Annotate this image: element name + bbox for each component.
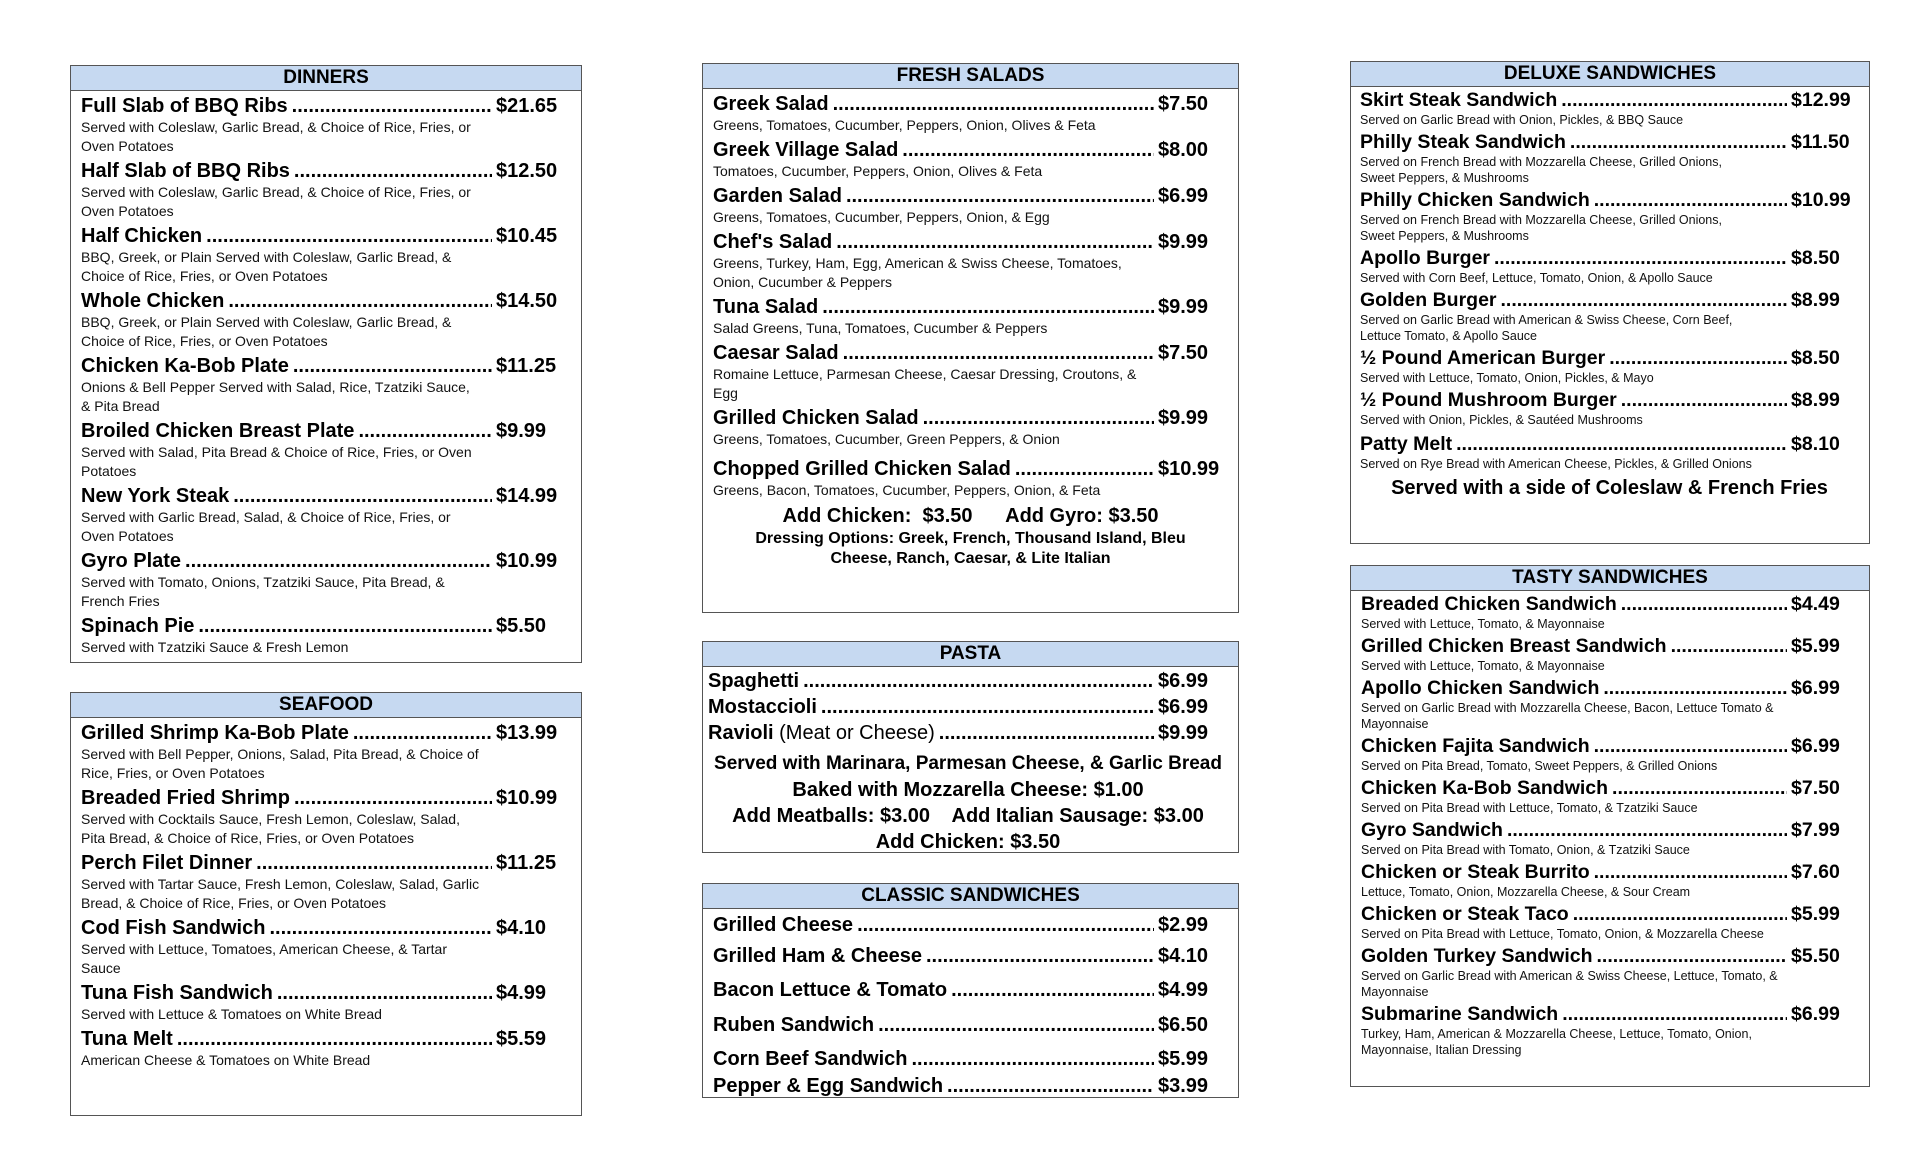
menu-item xyxy=(708,669,1228,693)
menu-item xyxy=(81,916,571,978)
item-desc: Greens, Turkey, Ham, Egg, American & Swiss Cheese, Tomatoes, Onion, Cucumber & Peppers xyxy=(713,255,1122,290)
item-name: Patty Melt xyxy=(1360,433,1453,455)
menu-item xyxy=(713,184,1228,227)
dinners-section xyxy=(70,65,582,663)
item-price: $5.99 xyxy=(1791,635,1840,657)
menu-item xyxy=(81,159,571,221)
item-price: $10.99 xyxy=(496,787,558,809)
item-name: Perch Filet Dinner xyxy=(81,852,253,874)
item-price: $9.99 xyxy=(496,420,547,442)
item-price: $4.10 xyxy=(496,917,547,939)
item-desc: Served on Garlic Bread with Onion, Pickles, & BBQ Sauce xyxy=(1360,113,1684,127)
item-price: $12.50 xyxy=(496,160,558,182)
item-desc: Served with Tzatziki Sauce & Fresh Lemon xyxy=(81,639,349,655)
item-price: $6.99 xyxy=(1791,735,1840,757)
item-desc: Served on Garlic Bread with American & Swiss Cheese, Corn Beef, Lettuce Tomato, & Apollo Sauce xyxy=(1360,313,1733,343)
tasty-header: TASTY SANDWICHES xyxy=(1351,566,1869,591)
pasta-note-served: Served with Marinara, Parmesan Cheese, & Garlic Bread xyxy=(714,753,1222,774)
item-name: Mostaccioli xyxy=(708,696,817,718)
item-name xyxy=(708,721,935,745)
item-name: Bacon Lettuce & Tomato xyxy=(713,979,948,1001)
item-desc: Served with Lettuce & Tomatoes on White Bread xyxy=(81,1006,382,1022)
item-name: Pepper & Egg Sandwich xyxy=(713,1075,944,1097)
item-price: $4.99 xyxy=(496,982,547,1004)
item-name: Grilled Chicken Salad xyxy=(713,407,919,429)
item-price: $11.50 xyxy=(1791,131,1850,153)
item-desc: Served with Lettuce, Tomato, Onion, Pickles, & Mayo xyxy=(1360,371,1654,385)
item-name: Greek Salad xyxy=(713,93,829,115)
item-name: Chopped Grilled Chicken Salad xyxy=(713,458,1011,480)
deluxe-section xyxy=(1350,61,1870,544)
item-name: New York Steak xyxy=(81,485,230,507)
menu-item xyxy=(1360,346,1859,386)
item-desc: Onions & Bell Pepper Served with Salad, Rice, Tzatziki Sauce, & Pita Bread xyxy=(81,379,470,414)
item-price: $14.50 xyxy=(496,290,558,312)
item-name: Golden Burger xyxy=(1360,289,1497,311)
seafood-header: SEAFOOD xyxy=(71,693,581,718)
item-name: Skirt Steak Sandwich xyxy=(1360,89,1558,111)
menu-item xyxy=(81,224,571,286)
item-name: Grilled Chicken Breast Sandwich xyxy=(1361,635,1667,657)
classic-section xyxy=(702,883,1239,1098)
item-name: Garden Salad xyxy=(713,185,842,207)
item-price: $3.99 xyxy=(1158,1075,1209,1097)
menu-item xyxy=(81,614,571,657)
item-desc: Served with Coleslaw, Garlic Bread, & Choice of Rice, Fries, or Oven Potatoes xyxy=(81,184,471,219)
menu-item xyxy=(1360,432,1859,472)
item-price: $10.99 xyxy=(1158,458,1220,480)
item-price: $14.99 xyxy=(496,485,558,507)
menu-item xyxy=(713,341,1228,403)
pasta-note-baked: Baked with Mozzarella Cheese: $1.00 xyxy=(792,779,1144,801)
item-desc: Greens, Bacon, Tomatoes, Cucumber, Peppers, Onion, & Feta xyxy=(713,482,1101,498)
item-name: Tuna Melt xyxy=(81,1028,173,1050)
tasty-list xyxy=(1351,591,1869,1058)
item-desc: Served with Garlic Bread, Salad, & Choice of Rice, Fries, or Oven Potatoes xyxy=(81,509,451,544)
menu-item xyxy=(1361,776,1859,816)
classic-header: CLASSIC SANDWICHES xyxy=(703,884,1238,909)
item-name-text: Ravioli xyxy=(708,722,780,744)
item-price: $9.99 xyxy=(1158,722,1209,744)
menu-item xyxy=(713,978,1228,1002)
salads-header: FRESH SALADS xyxy=(703,64,1238,89)
item-price: $12.99 xyxy=(1791,89,1851,111)
item-price: $13.99 xyxy=(496,722,558,744)
item-price: $10.99 xyxy=(1791,189,1851,211)
menu-item xyxy=(713,406,1228,449)
item-desc: Served on Rye Bread with American Cheese, Pickles, & Grilled Onions xyxy=(1360,457,1752,471)
menu-item xyxy=(81,786,571,848)
seafood-section xyxy=(70,692,582,1116)
menu-item xyxy=(708,721,1228,745)
item-price: $8.50 xyxy=(1791,247,1840,269)
item-price: $6.50 xyxy=(1158,1014,1209,1036)
item-desc: Greens, Tomatoes, Cucumber, Peppers, Onion, & Egg xyxy=(713,209,1050,225)
item-name: Full Slab of BBQ Ribs xyxy=(81,95,288,117)
item-name: Caesar Salad xyxy=(713,342,839,364)
menu-item xyxy=(713,92,1228,135)
menu-item xyxy=(713,138,1228,181)
item-price: $5.50 xyxy=(496,615,547,637)
item-name: Grilled Shrimp Ka-Bob Plate xyxy=(81,722,349,744)
item-desc: Salad Greens, Tuna, Tomatoes, Cucumber & Peppers xyxy=(713,320,1048,336)
menu-item xyxy=(1360,388,1859,428)
item-desc: Greens, Tomatoes, Cucumber, Peppers, Onion, Olives & Feta xyxy=(713,117,1096,133)
item-name: Golden Turkey Sandwich xyxy=(1361,945,1593,967)
item-name: Tuna Salad xyxy=(713,296,819,318)
item-name: Tuna Fish Sandwich xyxy=(81,982,273,1004)
item-desc: Served with Coleslaw, Garlic Bread, & Choice of Rice, Fries, or Oven Potatoes xyxy=(81,119,471,154)
tasty-section xyxy=(1350,565,1870,1087)
item-desc: Served with Salad, Pita Bread & Choice of Rice, Fries, or Oven Potatoes xyxy=(81,444,472,479)
item-name: ½ Pound American Burger xyxy=(1360,347,1606,369)
menu-item xyxy=(81,721,571,783)
item-desc: Served with Onion, Pickles, & Sautéed Mushrooms xyxy=(1360,413,1643,427)
item-desc: Served with Lettuce, Tomato, & Mayonnaise xyxy=(1361,617,1605,631)
item-price: $5.50 xyxy=(1791,945,1840,967)
item-name: Gyro Sandwich xyxy=(1361,819,1503,841)
menu-item xyxy=(713,944,1228,968)
item-price: $11.25 xyxy=(496,852,557,874)
menu-item xyxy=(1361,1002,1859,1058)
menu-item xyxy=(1360,130,1859,186)
item-price: $9.99 xyxy=(1158,231,1209,253)
item-desc: Lettuce, Tomato, Onion, Mozzarella Cheese, & Sour Cream xyxy=(1361,885,1691,899)
menu-item xyxy=(713,1013,1228,1037)
item-price: $4.49 xyxy=(1791,593,1840,615)
salad-add-ons: Add Chicken: $3.50 Add Gyro: $3.50 xyxy=(782,505,1159,527)
menu-item xyxy=(81,484,571,546)
menu-item xyxy=(81,1027,571,1070)
item-price: $7.50 xyxy=(1158,342,1209,364)
menu-item xyxy=(708,695,1228,719)
item-price: $9.99 xyxy=(1158,407,1209,429)
item-desc: Served on Pita Bread with Lettuce, Tomato, Onion, & Mozzarella Cheese xyxy=(1361,927,1764,941)
dinners-list xyxy=(71,91,581,657)
item-price: $11.25 xyxy=(496,355,557,377)
pasta-list xyxy=(703,667,1238,855)
item-price: $6.99 xyxy=(1158,670,1209,692)
item-name: Breaded Chicken Sandwich xyxy=(1361,593,1617,615)
menu-item xyxy=(1360,288,1859,344)
item-desc: Served on French Bread with Mozzarella Cheese, Grilled Onions, Sweet Peppers, & Mushrooms xyxy=(1360,155,1722,185)
item-price: $8.00 xyxy=(1158,139,1209,161)
item-name: Philly Steak Sandwich xyxy=(1360,131,1566,153)
menu-item xyxy=(1361,944,1859,1000)
item-name: Submarine Sandwich xyxy=(1361,1003,1559,1025)
item-price: $8.99 xyxy=(1791,389,1840,411)
item-desc: Served on Garlic Bread with Mozzarella Cheese, Bacon, Lettuce Tomato & Mayonnaise xyxy=(1361,701,1774,731)
item-desc: Served on French Bread with Mozzarella Cheese, Grilled Onions, Sweet Peppers, & Mushrooms xyxy=(1360,213,1722,243)
item-price: $8.50 xyxy=(1791,347,1840,369)
item-price: $9.99 xyxy=(1158,296,1209,318)
pasta-note-addons: Add Meatballs: $3.00 Add Italian Sausage: $3.00 xyxy=(732,805,1204,827)
menu-item xyxy=(1361,902,1859,942)
menu-item xyxy=(1361,676,1859,732)
menu-item xyxy=(81,851,571,913)
item-desc: Romaine Lettuce, Parmesan Cheese, Caesar Dressing, Croutons, & Egg xyxy=(713,366,1137,401)
item-desc: Served with Tomato, Onions, Tzatziki Sauce, Pita Bread, & French Fries xyxy=(81,574,445,609)
item-name: Whole Chicken xyxy=(81,290,225,312)
item-price: $5.99 xyxy=(1791,903,1840,925)
item-name: Apollo Burger xyxy=(1360,247,1490,269)
item-desc: Served with Lettuce, Tomato, & Mayonnaise xyxy=(1361,659,1605,673)
item-price: $7.50 xyxy=(1791,777,1840,799)
menu-item xyxy=(713,913,1228,937)
menu-item xyxy=(81,289,571,351)
menu-item xyxy=(1360,246,1859,286)
item-name: Breaded Fried Shrimp xyxy=(81,787,290,809)
item-name: Apollo Chicken Sandwich xyxy=(1361,677,1600,699)
salads-section xyxy=(702,63,1239,613)
item-desc: Served with Lettuce, Tomatoes, American Cheese, & Tartar Sauce xyxy=(81,941,448,976)
item-desc: Served with Tartar Sauce, Fresh Lemon, Coleslaw, Salad, Garlic Bread, & Choice of Rice, Fries, or Oven Potatoes xyxy=(81,876,480,911)
item-name: Gyro Plate xyxy=(81,550,182,572)
item-name: ½ Pound Mushroom Burger xyxy=(1360,389,1617,411)
menu-item xyxy=(713,230,1228,292)
item-desc: Served on Garlic Bread with American & Swiss Cheese, Lettuce, Tomato, & Mayonnaise xyxy=(1361,969,1778,999)
item-desc: Served on Pita Bread, Tomato, Sweet Peppers, & Grilled Onions xyxy=(1361,759,1718,773)
item-desc: Turkey, Ham, American & Mozzarella Cheese, Lettuce, Tomato, Onion, Mayonnaise, Italian Dressing xyxy=(1361,1027,1752,1057)
pasta-note-chicken: Add Chicken: $3.50 xyxy=(875,831,1061,853)
menu-item xyxy=(81,981,571,1024)
item-price: $8.10 xyxy=(1791,433,1840,455)
item-price: $10.45 xyxy=(496,225,558,247)
dressing-options: Dressing Options: Greek, French, Thousand Island, Bleu Cheese, Ranch, Caesar, & Lite Italian xyxy=(755,530,1186,567)
item-price: $6.99 xyxy=(1791,1003,1840,1025)
item-name: Half Chicken xyxy=(81,225,203,247)
item-desc: American Cheese & Tomatoes on White Bread xyxy=(81,1052,371,1068)
item-price: $8.99 xyxy=(1791,289,1840,311)
item-price: $10.99 xyxy=(496,550,558,572)
menu-item xyxy=(81,549,571,611)
menu-item xyxy=(1361,592,1859,632)
item-desc: Served on Pita Bread with Lettuce, Tomato, & Tzatziki Sauce xyxy=(1361,801,1698,815)
item-price: $6.99 xyxy=(1158,696,1209,718)
deluxe-header: DELUXE SANDWICHES xyxy=(1351,62,1869,87)
seafood-list xyxy=(71,718,581,1070)
item-name: Half Slab of BBQ Ribs xyxy=(81,160,290,182)
item-price: $2.99 xyxy=(1158,914,1209,936)
item-price: $7.60 xyxy=(1791,861,1840,883)
item-price: $4.99 xyxy=(1158,979,1209,1001)
item-variant: (Meat or Cheese) xyxy=(779,722,935,744)
item-price: $4.10 xyxy=(1158,945,1209,967)
item-desc: Served with Corn Beef, Lettuce, Tomato, Onion, & Apollo Sauce xyxy=(1360,271,1713,285)
item-price: $5.99 xyxy=(1158,1048,1209,1070)
item-price: $7.50 xyxy=(1158,93,1209,115)
menu-item xyxy=(713,295,1228,338)
menu-item xyxy=(713,1074,1228,1098)
item-desc: Served with Bell Pepper, Onions, Salad, Pita Bread, & Choice of Rice, Fries, or Oven Potatoes xyxy=(81,746,479,781)
item-name: Chicken Ka-Bob Plate xyxy=(81,355,289,377)
classic-list xyxy=(703,909,1238,1098)
item-name: Greek Village Salad xyxy=(713,139,899,161)
item-price: $21.65 xyxy=(496,95,558,117)
menu-item xyxy=(1361,818,1859,858)
menu-item xyxy=(1360,188,1859,244)
item-name: Ruben Sandwich xyxy=(713,1014,875,1036)
salads-list xyxy=(703,89,1238,569)
menu-item xyxy=(81,419,571,481)
item-name: Broiled Chicken Breast Plate xyxy=(81,420,355,442)
item-name: Spinach Pie xyxy=(81,615,195,637)
item-name: Grilled Cheese xyxy=(713,914,854,936)
item-price: $5.59 xyxy=(496,1028,547,1050)
deluxe-list xyxy=(1351,87,1869,501)
item-name: Chef's Salad xyxy=(713,231,833,253)
deluxe-footer: Served with a side of Coleslaw & French Fries xyxy=(1391,477,1828,499)
item-name: Spaghetti xyxy=(708,670,800,692)
item-desc: Served with Cocktails Sauce, Fresh Lemon, Coleslaw, Salad, Pita Bread, & Choice of Rice, Fries, or Oven Potatoes xyxy=(81,811,460,846)
item-desc: Tomatoes, Cucumber, Peppers, Onion, Olives & Feta xyxy=(713,163,1043,179)
menu-item xyxy=(1361,734,1859,774)
item-price: $7.99 xyxy=(1791,819,1840,841)
item-desc: BBQ, Greek, or Plain Served with Coleslaw, Garlic Bread, & Choice of Rice, Fries, or Oven Potatoes xyxy=(81,314,452,349)
item-name: Chicken Ka-Bob Sandwich xyxy=(1361,777,1609,799)
item-name: Philly Chicken Sandwich xyxy=(1360,189,1590,211)
menu-item xyxy=(713,457,1228,500)
menu-item xyxy=(81,354,571,416)
item-name: Chicken or Steak Burrito xyxy=(1361,861,1590,883)
item-name: Corn Beef Sandwich xyxy=(713,1048,908,1070)
item-price: $6.99 xyxy=(1791,677,1840,699)
pasta-header: PASTA xyxy=(703,642,1238,667)
item-desc: BBQ, Greek, or Plain Served with Coleslaw, Garlic Bread, & Choice of Rice, Fries, or Oven Potatoes xyxy=(81,249,452,284)
menu-item xyxy=(1361,860,1859,900)
menu-item xyxy=(713,1047,1228,1071)
item-name: Chicken Fajita Sandwich xyxy=(1361,735,1590,757)
menu-item xyxy=(81,94,571,156)
dinners-header: DINNERS xyxy=(71,66,581,91)
item-name: Chicken or Steak Taco xyxy=(1361,903,1569,925)
item-name: Grilled Ham & Cheese xyxy=(713,945,922,967)
menu-item xyxy=(1360,88,1859,128)
item-price: $6.99 xyxy=(1158,185,1209,207)
item-desc: Served on Pita Bread with Tomato, Onion, & Tzatziki Sauce xyxy=(1361,843,1690,857)
item-name: Cod Fish Sandwich xyxy=(81,917,266,939)
item-desc: Greens, Tomatoes, Cucumber, Green Peppers, & Onion xyxy=(713,431,1060,447)
pasta-section xyxy=(702,641,1239,853)
menu-item xyxy=(1361,634,1859,674)
